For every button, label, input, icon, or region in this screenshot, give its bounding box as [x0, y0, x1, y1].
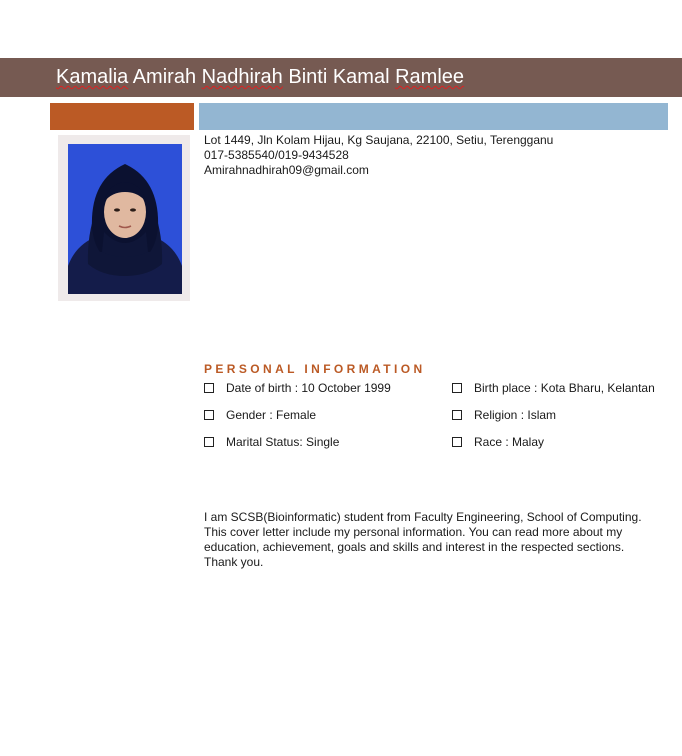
info-birth-place: [452, 381, 655, 395]
name-word-5: Kamal: [332, 66, 390, 88]
person-portrait-icon: [68, 144, 182, 294]
checkbox-icon: [204, 410, 214, 420]
checkbox-icon: [452, 383, 462, 393]
info-date-of-birth: [204, 381, 391, 395]
orange-accent-bar: [50, 103, 194, 130]
email-text: Amirahnadhirah09@gmail.com: [204, 163, 369, 177]
info-gender: [204, 408, 316, 422]
name-word-3: Nadhirah: [201, 66, 283, 88]
info-text: Gender : Female: [226, 408, 317, 422]
checkbox-icon: [204, 437, 214, 447]
name-word-1: Kamalia: [56, 66, 129, 88]
applicant-name: [56, 66, 464, 89]
info-text: Marital Status: Single: [226, 435, 340, 449]
phone-text: 017-5385540/019-9434528: [204, 148, 349, 162]
info-text: Birth place : Kota Bharu, Kelantan: [474, 381, 655, 395]
personal-information-heading: PERSONAL INFORMATION: [204, 362, 426, 376]
profile-photo: [68, 144, 182, 294]
name-word-4: Binti: [288, 66, 328, 88]
info-text: Race : Malay: [474, 435, 545, 449]
name-word-6: Ramlee: [395, 66, 465, 88]
info-text: Date of birth : 10 October 1999: [226, 381, 391, 395]
header-band: [0, 58, 682, 97]
blue-accent-bar: [199, 103, 668, 130]
checkbox-icon: [204, 383, 214, 393]
info-religion: [452, 408, 556, 422]
checkbox-icon: [452, 437, 462, 447]
name-word-2: Amirah: [132, 66, 197, 88]
info-text: Religion : Islam: [474, 408, 557, 422]
profile-photo-frame: [58, 135, 190, 301]
bio-paragraph: I am SCSB(Bioinformatic) student from Faculty Engineering, School of Computing. This cover letter include my personal information. You can read more about my education, achievement, goals and skills and interest in the respected sections. Thank you.: [204, 510, 642, 569]
address-text: Lot 1449, Jln Kolam Hijau, Kg Saujana, 22100, Setiu, Terengganu: [204, 133, 554, 147]
contact-block: [204, 133, 553, 178]
info-marital-status: [204, 435, 339, 449]
info-race: [452, 435, 544, 449]
checkbox-icon: [452, 410, 462, 420]
